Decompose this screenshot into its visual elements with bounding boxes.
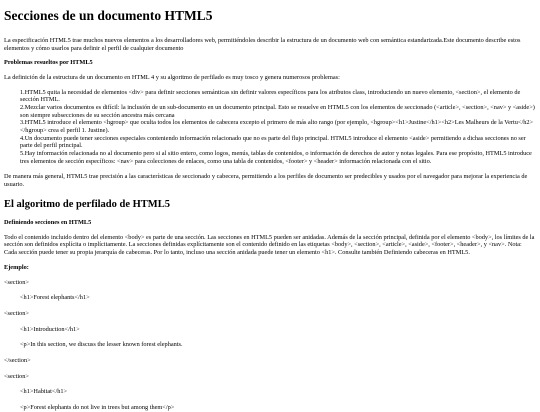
definition-heading: Definiendo secciones en HTML5 xyxy=(4,219,92,227)
code-line: <p>Forest elephants do not live in trees but among them</p> xyxy=(20,403,175,411)
code-line: <section> xyxy=(4,372,29,380)
problem-item: 4.Un documento puede tener secciones especiales conteniendo información relacionado que no es parte del flujo principal. HTML5 introduce el elemento <aside> permitiendo a dichas secciones no ser parte del perfil principal. xyxy=(20,134,526,150)
code-line: <section> xyxy=(4,278,29,286)
code-line: <p>In this section, we discuss the lesser known forest elephants. xyxy=(20,341,183,349)
problem-item: 5.Hay información relacionada no al documento pero si al sitio entero, como logos, menús, tablas de contenidos, o información de derechos de autor y notas legales. Para ese propósito, HTML5 introduce tres elementos de sección específicos: <nav> para colecciones de enlaces, como una tabla de contenidos, <footer> y <header> información relacionada con el sitio. xyxy=(20,149,532,165)
problem-item: 1.HTML5 quita la necesidad de elementos <div> para definir secciones semánticas sin definir valores específicos para los atributos class, introduciendo un nuevo elemento, <section>, el elemento de sección HTML. xyxy=(20,88,521,104)
code-line: <section> xyxy=(4,309,29,317)
code-example xyxy=(4,279,536,412)
problems-intro: La definición de la estructura de un documento en HTML 4 y su algoritmo de perfilado es muy tosco y genera numerosos problemas: xyxy=(4,73,340,81)
code-line: </section> xyxy=(4,356,31,364)
example-label: Ejemplo: xyxy=(4,263,29,271)
code-line: <h1>Forest elephants</h1> xyxy=(20,294,90,302)
algorithm-heading: El algoritmo de perfilado de HTML5 xyxy=(4,198,170,210)
page-title: Secciones de un documento HTML5 xyxy=(4,8,213,23)
summary-paragraph: De manera más general, HTML5 trae precisión a las características de seccionado y cabecera, permitiendo a los perfiles de documento ser predecibles y usados por el navegador para mejorar la experiencia de usuario. xyxy=(4,173,528,188)
intro-paragraph: La especificación HTML5 trae muchos nuevos elementos a los desarrolladores web, permitiéndoles describir la estructura de un documento web con semántica estandarizada.Este documento describe estos elementos y cómo usarlos para definir el perfil de cualquier documento xyxy=(4,36,521,52)
code-line: <h1>Habitat</h1> xyxy=(20,388,68,396)
code-line: <h1>Introduction</h1> xyxy=(20,325,80,333)
problem-item: 3.HTML5 introduce el elemento <hgroup> que oculta todos los elementos de cabecera excepto el primero de más alto rango (por ejemplo, <hgroup><h1>Justine</h1><h2>Les Malheurs de la Vertu</h2></hgroup> crea el perfil 1. Justine). xyxy=(20,119,534,134)
problem-item: 2.Mezclar varios documentos es difícil: la inclusión de un sub-documento en un documento principal. Esto se resuelve en HTML5 con los elementos de seccionado (<article>, <section>, <nav> y <aside>) son siempre subsecciones de su sección ancestra más cercana xyxy=(20,103,535,119)
definition-paragraph: Todo el contenido incluido dentro del elemento <body> es parte de una sección. Las secciones en HTML5 pueden ser anidadas. Además de la sección principal, definida por el elemento <body>, los límites de la sección son definidos explícita o implícitamente. La secciones definidas explícitamente son el contenido definido en las etiquetas <body>, <section>, <article>, <aside>, <footer>, <header>, y <nav>. Nota: Cada sección puede tener su propia jerarquía de cabeceras. Por lo tanto, incluso una sección anidada puede tener un elemento <h1>. Consulte también Definiendo cabeceras en HTML5. xyxy=(4,233,535,257)
problems-heading: Problemas resueltos por HTML5 xyxy=(4,59,93,67)
problems-list xyxy=(4,89,536,166)
